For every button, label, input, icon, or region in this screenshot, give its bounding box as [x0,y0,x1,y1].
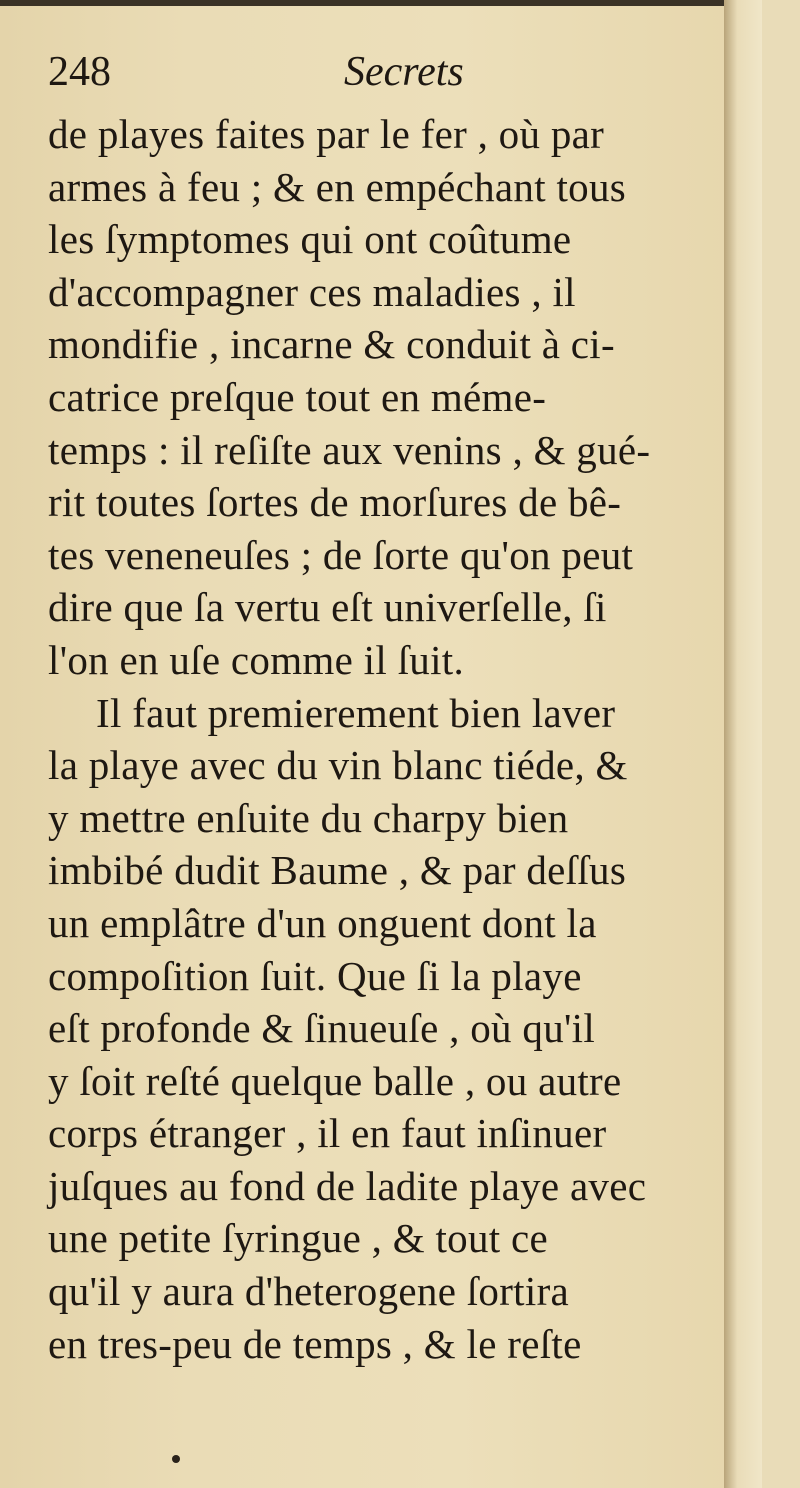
text-line: y ſoit reſté quelque balle , ou autre [48,1057,622,1104]
text-line: mondifie , incarne & conduit à ci- [48,321,615,368]
text-line: imbibé dudit Baume , & par deſſus [48,847,627,894]
running-title: Secrets [344,49,464,95]
text-line: un emplâtre d'un onguent dont la [48,899,597,946]
page-header [48,48,748,106]
text-line: y mettre enſuite du charpy bien [48,794,569,841]
text-line: qu'il y aura d'heterogene ſortira [48,1268,570,1315]
text-line: dire que ſa vertu eſt univerſelle, ſi [48,584,607,631]
page-top-edge [0,0,762,6]
text-line: corps étranger , il en faut inſinuer [48,1110,607,1157]
text-line: armes à feu ; & en empéchant tous [48,163,626,210]
text-line: la playe avec du vin blanc tiéde, & [48,742,628,789]
paragraph-start-line: Il faut premierement bien laver [96,689,616,736]
page-number: 248 [48,49,111,95]
text-line: compoſition ſuit. Que ſi la playe [48,952,582,999]
text-line: l'on en uſe comme il ſuit. [48,636,464,683]
text-line: tes veneneuſes ; de ſorte qu'on peut [48,531,634,578]
text-line: d'accompagner ces maladies , il [48,268,576,315]
text-line: rit toutes ſortes de morſures de bê- [48,479,622,526]
text-line: les ſymptomes qui ont coûtume [48,216,572,263]
text-line: temps : il reſiſte aux venins , & gué- [48,426,651,473]
text-line: catrice preſque tout en méme- [48,373,547,420]
text-line: eſt profonde & ſinueuſe , où qu'il [48,1005,596,1052]
text-line: une petite ſyringue , & tout ce [48,1215,549,1262]
ink-dot [172,1455,180,1463]
body-text [48,108,748,1370]
text-line: en tres-peu de temps , & le reſte [48,1320,582,1367]
text-line: de playes faites par le fer , où par [48,111,605,157]
text-line: juſques au fond de ladite playe avec [48,1162,647,1209]
